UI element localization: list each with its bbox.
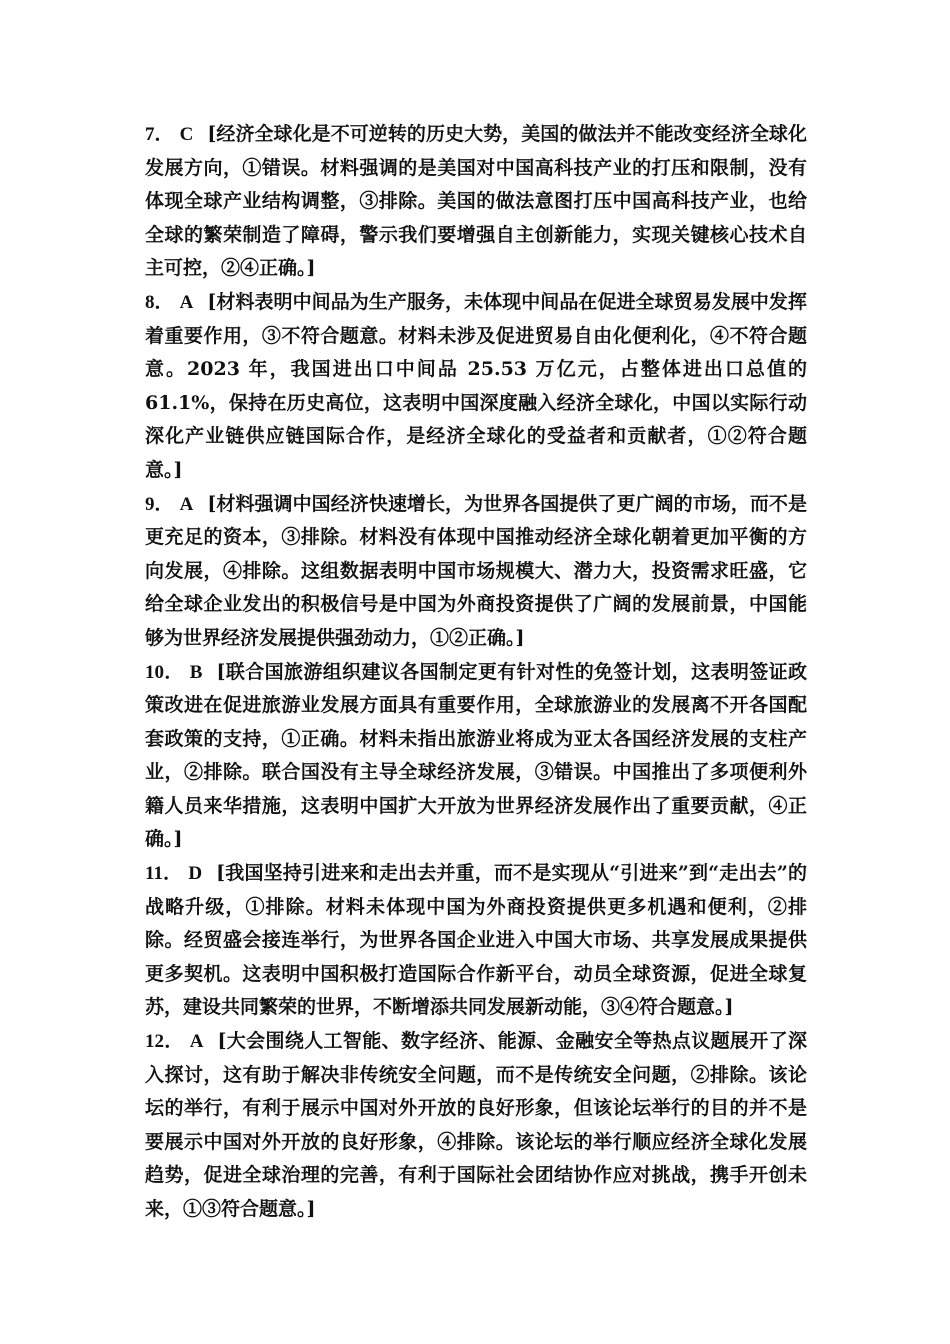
answer-item-10 bbox=[145, 656, 807, 858]
answer-item-8 bbox=[145, 286, 807, 488]
answer-letter: D bbox=[188, 863, 203, 885]
answer-item-11 bbox=[145, 857, 807, 1025]
answer-explanation: [大会围绕人工智能、数字经济、能源、金融安全等热点议题展开了深入探讨，这有助于解决非传统安全问题，而不是传统安全问题，②排除。该论坛的举行，有利于展示中国对外开放的良好形象，但该论坛举行的目的并不是要展示中国对外开放的良好形象，④排除。该论坛的举行顺应经济全球化发展趋势，促进全球治理的完善，有利于国际社会团结协作应对挑战，携手开创未来，①③符合题意。] bbox=[145, 1030, 807, 1220]
answer-item-9 bbox=[145, 488, 807, 656]
answer-item-7 bbox=[145, 118, 807, 286]
answer-number: 9． bbox=[145, 493, 174, 515]
answer-explanation: [经济全球化是不可逆转的历史大势，美国的做法并不能改变经济全球化发展方向，①错误。材料强调的是美国对中国高科技产业的打压和限制，没有体现全球产业结构调整，③排除。美国的做法意图打压中国高科技产业，也给全球的繁荣制造了障碍，警示我们要增强自主创新能力，实现关键核心技术自主可控，②④正确。] bbox=[145, 123, 807, 280]
answer-number: 8． bbox=[145, 291, 174, 313]
answer-explanation: [我国坚持引进来和走出去并重，而不是实现从“引进来”到“走出去”的战略升级，①排除。材料未体现中国为外商投资提供更多机遇和便利，②排除。经贸盛会接连举行，为世界各国企业进入中国大市场、共享发展成果提供更多契机。这表明中国积极打造国际合作新平台，动员全球资源，促进全球复苏，建设共同繁荣的世界，不断增添共同发展新动能，③④符合题意。] bbox=[145, 862, 807, 1019]
answer-number: 12． bbox=[145, 1031, 184, 1053]
answer-number: 10． bbox=[145, 661, 184, 683]
answer-number: 11． bbox=[145, 863, 183, 885]
answer-letter: A bbox=[189, 1031, 204, 1053]
answer-item-12 bbox=[145, 1025, 807, 1227]
answer-letter: B bbox=[189, 661, 203, 683]
answer-number: 7． bbox=[145, 124, 174, 145]
answer-explanation: [材料表明中间品为生产服务，未体现中间品在促进全球贸易发展中发挥着重要作用，③不符合题意。材料未涉及促进贸易自由化便利化，④不符合题意。2023 年，我国进出口中间品 25.53 万亿元，占整体进出口总值的 61.1%，保持在历史高位，这表明中国深度融入经济全球化，中国以实际行动深化产业链供应链国际合作，是经济全球化的受益者和贡献者，①②符合题意。] bbox=[145, 290, 807, 481]
answer-explanations bbox=[145, 118, 807, 1227]
answer-letter: C bbox=[179, 124, 194, 145]
answer-explanation: [材料强调中国经济快速增长，为世界各国提供了更广阔的市场，而不是更充足的资本，③排除。材料没有体现中国推动经济全球化朝着更加平衡的方向发展，④排除。这组数据表明中国市场规模大、潜力大，投资需求旺盛，它给全球企业发出的积极信号是中国为外商投资提供了广阔的发展前景，中国能够为世界经济发展提供强劲动力，①②正确。] bbox=[145, 492, 807, 649]
answer-letter: A bbox=[179, 291, 194, 313]
answer-explanation: [联合国旅游组织建议各国制定更有针对性的免签计划，这表明签证政策改进在促进旅游业发展方面具有重要作用，全球旅游业的发展离不开各国配套政策的支持，①正确。材料未指出旅游业将成为亚太各国经济发展的支柱产业，②排除。联合国没有主导全球经济发展，③错误。中国推出了多项便利外籍人员来华措施，这表明中国扩大开放为世界经济发展作出了重要贡献，④正确。] bbox=[145, 660, 807, 851]
answer-letter: A bbox=[179, 493, 194, 515]
